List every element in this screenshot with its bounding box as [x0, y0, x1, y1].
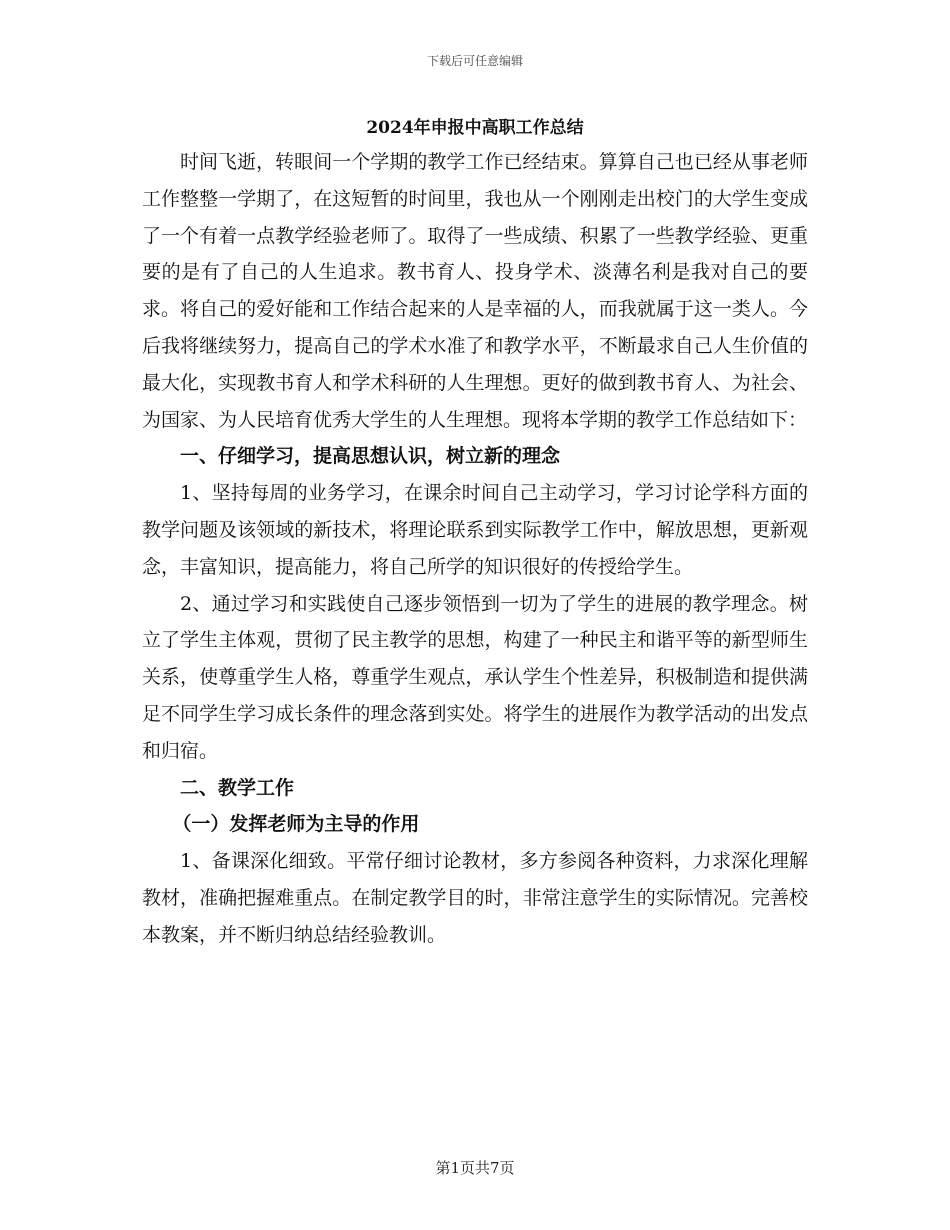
- document-title: 2024年申报中高职工作总结: [366, 118, 584, 138]
- section-2-heading: 二、教学工作: [180, 776, 295, 799]
- document-body: [142, 112, 808, 954]
- section-1-paragraph-1: 1、坚持每周的业务学习，在课余时间自己主动学习，学习讨论学科方面的教学问题及该领域的新技术，将理论联系到实际教学工作中，解放思想，更新观念，丰富知识，提高能力，将自己所学的知识很好的传授给学生。: [142, 482, 808, 578]
- intro-paragraph: 时间飞逝，转眼间一个学期的教学工作已经结束。算算自己也已经从事老师工作整整一学期了，在这短暂的时间里，我也从一个刚刚走出校门的大学生变成了一个有着一点教学经验老师了。取得了一些成绩、积累了一些教学经验、更重要的是有了自己的人生追求。教书育人、投身学术、淡薄名利是我对自己的要求。将自己的爱好能和工作结合起来的人是幸福的人，而我就属于这一类人。今后我将继续努力，提高自己的学术水准了和教学水平，不断最求自己人生价值的最大化，实现教书育人和学术科研的人生理想。更好的做到教书育人、为社会、为国家、为人民培育优秀大学生的人生理想。现将本学期的教学工作总结如下：: [142, 151, 808, 431]
- page-header-note: 下载后可任意编辑: [426, 54, 523, 68]
- section-1-paragraph-2: 2、通过学习和实践使自己逐步领悟到一切为了学生的进展的教学理念。树立了学生主体观，贯彻了民主教学的思想，构建了一种民主和谐平等的新型师生关系，使尊重学生人格，尊重学生观点，承认学生个性差异，积极制造和提供满足不同学生学习成长条件的理念落到实处。将学生的进展作为教学活动的出发点和归宿。: [142, 592, 808, 762]
- page-number: 第1页共7页: [435, 1159, 515, 1177]
- section-2-paragraph-1: 1、备课深化细致。平常仔细讨论教材，多方参阅各种资料，力求深化理解教材，准确把握难重点。在制定教学目的时，非常注意学生的实际情况。完善校本教案，并不断归纳总结经验教训。: [142, 850, 808, 946]
- section-1-heading: 一、仔细学习，提高思想认识，树立新的理念: [180, 445, 561, 468]
- section-2-subheading: （一）发挥老师为主导的作用: [172, 813, 420, 836]
